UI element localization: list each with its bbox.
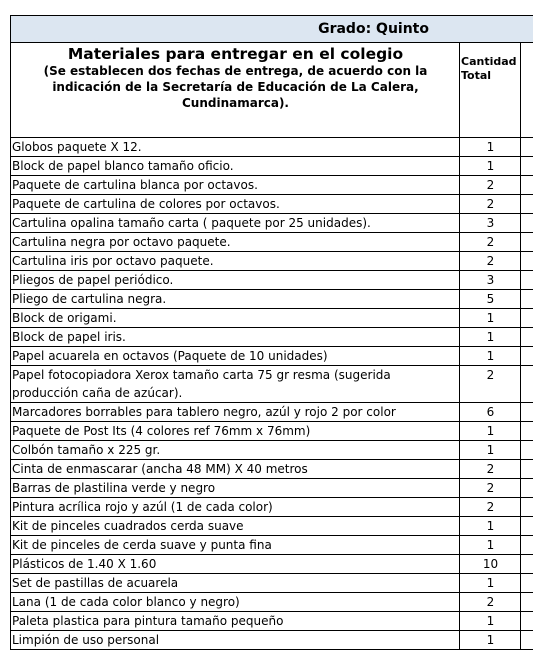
table-row [11,536,533,555]
table-row [11,309,533,328]
item-description: Paquete de cartulina de colores por octavos. [11,195,460,214]
extra-column-cell [521,479,533,498]
extra-column-cell [521,631,533,650]
header-row [11,43,533,138]
table-row [11,290,533,309]
extra-column-cell [521,290,533,309]
materials-table [10,15,533,650]
item-description: Cinta de enmascarar (ancha 48 MM) X 40 metros [11,460,460,479]
item-description: Papel fotocopiadora Xerox tamaño carta 75 gr resma (sugerida producción caña de azúcar). [11,366,460,403]
item-description: Cartulina negra por octavo paquete. [11,233,460,252]
grade-label: Grado: Quinto [11,16,533,43]
item-quantity: 2 [460,195,521,214]
table-row [11,366,533,403]
extra-column-cell [521,309,533,328]
item-description: Pliego de cartulina negra. [11,290,460,309]
extra-column-cell [521,555,533,574]
item-description: Globos paquete X 12. [11,138,460,157]
extra-column-cell [521,271,533,290]
item-description: Paquete de Post Its (4 colores ref 76mm x 76mm) [11,422,460,441]
item-description: Block de origami. [11,309,460,328]
table-row [11,422,533,441]
item-description: Set de pastillas de acuarela [11,574,460,593]
extra-column-cell [521,195,533,214]
item-description: Pintura acrílica rojo y azúl (1 de cada color) [11,498,460,517]
item-quantity: 1 [460,328,521,347]
extra-column-cell [521,612,533,631]
extra-column-cell [521,157,533,176]
item-description: Pliegos de papel periódico. [11,271,460,290]
item-quantity: 2 [460,479,521,498]
item-description: Barras de plastilina verde y negro [11,479,460,498]
item-quantity: 1 [460,138,521,157]
item-description: Kit de pinceles de cerda suave y punta fina [11,536,460,555]
table-row [11,593,533,612]
item-quantity: 1 [460,157,521,176]
item-description: Limpión de uso personal [11,631,460,650]
item-quantity: 2 [460,233,521,252]
table-row [11,517,533,536]
table-row [11,157,533,176]
item-description: Kit de pinceles cuadrados cerda suave [11,517,460,536]
table-row [11,479,533,498]
item-description: Plásticos de 1.40 X 1.60 [11,555,460,574]
extra-column-cell [521,214,533,233]
item-quantity: 1 [460,612,521,631]
extra-column-cell [521,176,533,195]
item-quantity: 3 [460,214,521,233]
item-quantity: 10 [460,555,521,574]
table-row [11,176,533,195]
materials-sheet [10,15,533,650]
table-row [11,498,533,517]
extra-column-cell [521,347,533,366]
extra-column-cell [521,328,533,347]
extra-column-cell [521,252,533,271]
table-row [11,233,533,252]
item-quantity: 1 [460,422,521,441]
item-quantity: 6 [460,403,521,422]
header-title-cell [11,43,460,138]
extra-column-cell [521,233,533,252]
item-quantity: 1 [460,441,521,460]
item-description: Block de papel iris. [11,328,460,347]
item-description: Lana (1 de cada color blanco y negro) [11,593,460,612]
item-description: Papel acuarela en octavos (Paquete de 10 unidades) [11,347,460,366]
item-quantity: 5 [460,290,521,309]
item-quantity: 1 [460,347,521,366]
item-description: Cartulina iris por octavo paquete. [11,252,460,271]
table-row [11,271,533,290]
extra-column-cell [521,498,533,517]
item-quantity: 1 [460,574,521,593]
item-description: Block de papel blanco tamaño oficio. [11,157,460,176]
table-row [11,612,533,631]
extra-column-cell [521,366,533,403]
table-row [11,347,533,366]
extra-column-cell [521,460,533,479]
table-row [11,138,533,157]
table-row [11,631,533,650]
item-quantity: 3 [460,271,521,290]
extra-column-header [521,43,533,138]
table-row [11,460,533,479]
extra-column-cell [521,441,533,460]
extra-column-cell [521,593,533,612]
table-row [11,328,533,347]
item-quantity: 1 [460,631,521,650]
extra-column-cell [521,517,533,536]
item-description: Paleta plastica para pintura tamaño pequeño [11,612,460,631]
item-description: Marcadores borrables para tablero negro, azúl y rojo 2 por color [11,403,460,422]
extra-column-cell [521,403,533,422]
extra-column-cell [521,422,533,441]
page-subtitle: (Se establecen dos fechas de entrega, de acuerdo con la indicación de la Secretaría de Educación de La Calera, Cundinamarca). [43,64,428,110]
table-row [11,214,533,233]
item-quantity: 1 [460,517,521,536]
item-quantity: 1 [460,536,521,555]
extra-column-cell [521,574,533,593]
table-row [11,441,533,460]
extra-column-cell [521,536,533,555]
item-description: Colbón tamaño x 225 gr. [11,441,460,460]
table-row [11,574,533,593]
item-quantity: 1 [460,309,521,328]
item-quantity: 2 [460,593,521,612]
extra-column-cell [521,138,533,157]
item-quantity: 2 [460,498,521,517]
item-description: Cartulina opalina tamaño carta ( paquete por 25 unidades). [11,214,460,233]
quantity-header: Cantidad Total [460,43,521,138]
item-description: Paquete de cartulina blanca por octavos. [11,176,460,195]
grade-row [11,16,533,43]
table-row [11,403,533,422]
table-row [11,252,533,271]
page-title: Materiales para entregar en el colegio [67,45,404,63]
item-quantity: 2 [460,366,521,403]
table-row [11,555,533,574]
table-row [11,195,533,214]
item-quantity: 2 [460,176,521,195]
item-quantity: 2 [460,460,521,479]
item-quantity: 2 [460,252,521,271]
